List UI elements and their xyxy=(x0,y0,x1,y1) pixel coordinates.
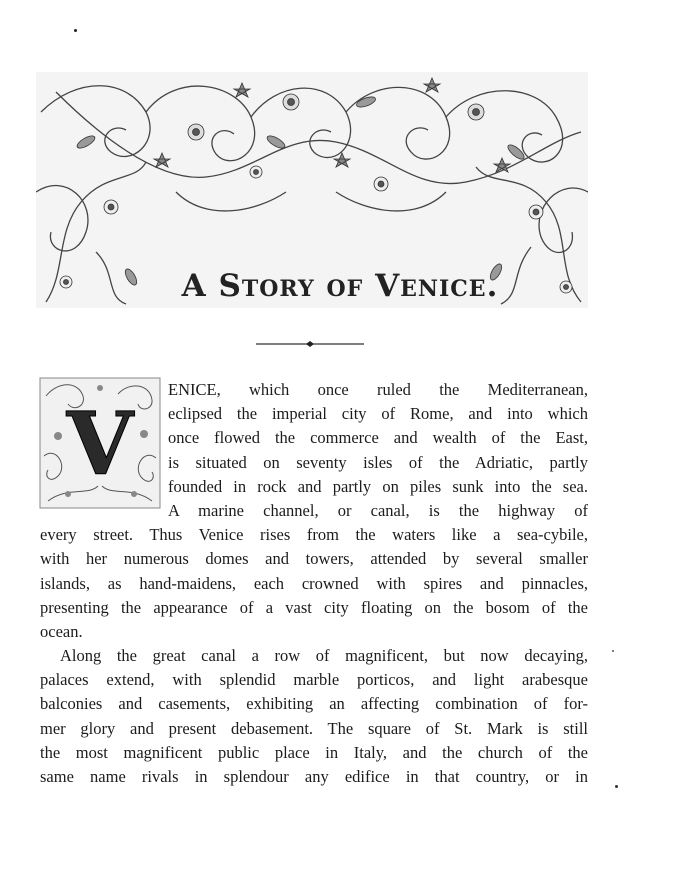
text-line: founded in rock and partly on piles sunk into the sea. xyxy=(168,476,588,496)
text-line: with her numerous domes and towers, attended by several smaller xyxy=(40,549,588,569)
text-line: islands, as hand-maidens, each crowned with spires and pinnacles, xyxy=(40,573,588,593)
text-line: the most magnificent public place in Italy, and the church of the xyxy=(40,742,588,762)
text-line: same name rivals in splendour any edifice in that country, or in xyxy=(40,767,588,786)
text-line: every street. Thus Venice rises from the waters like a sea-cybile, xyxy=(40,525,588,545)
text-line: Along the great canal a row of magnificent, but now decaying, xyxy=(60,646,588,666)
text-line: ENICE, which once ruled the Mediterranean, xyxy=(168,380,588,399)
text-line: presenting the appearance of a vast city floating on the bosom of the xyxy=(40,597,588,617)
ink-speck xyxy=(74,29,77,32)
text-line: A marine channel, or canal, is the highway of xyxy=(168,500,588,520)
drop-initial-letter: V xyxy=(66,394,134,495)
ink-speck xyxy=(615,785,618,788)
text-line: is situated on seventy isles of the Adriatic, partly xyxy=(168,452,588,472)
chapter-title: A Story of Venice. xyxy=(181,268,499,304)
ink-speck xyxy=(612,650,614,652)
ornamental-rule xyxy=(256,343,364,345)
text-line: palaces extend, with splendid marble porticos, and light arabesque xyxy=(40,670,588,690)
text-line: ocean. xyxy=(40,621,83,641)
text-line: eclipsed the imperial city of Rome, and into which xyxy=(168,404,588,424)
body-text xyxy=(40,378,588,789)
text-line: mer glory and present debasement. The square of St. Mark is still xyxy=(40,718,588,738)
text-line: balconies and casements, exhibiting an affecting combination of for- xyxy=(40,694,588,714)
text-line: once flowed the commerce and wealth of the East, xyxy=(168,428,588,448)
